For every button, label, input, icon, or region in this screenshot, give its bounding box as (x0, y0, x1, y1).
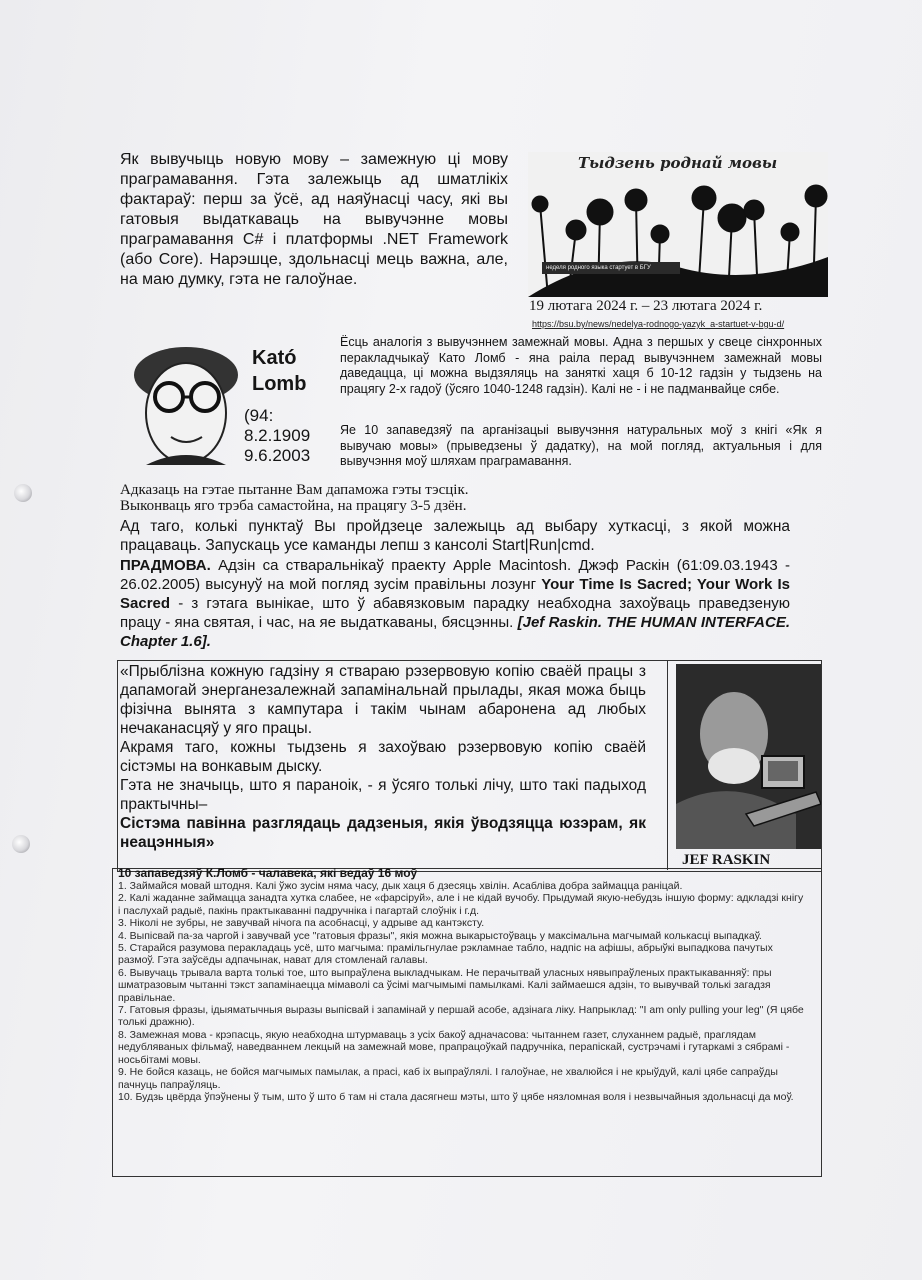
preface-motto: Your Time Is Sacred; Your Work Is Sacred (120, 576, 790, 612)
points-paragraph: Ад таго, колькі пунктаў Вы пройдзеце залежыць ад выбару хуткасці, з якой можна працаваць. Запускаць усе каманды лепш з кансолі Start|Run|cmd. (120, 518, 790, 554)
preface-after: - з гэтага вынікае, што ў абавязковым парадку неабходна захоўваць праведзеную працу - яна святая, і час, на яе выдаткаваны, бясцэнны. (120, 595, 790, 631)
preface-ref: [Jef Raskin. THE HUMAN INTERFACE. Chapter 1.6]. (120, 614, 790, 650)
rule-item: 7. Гатовыя фразы, ідыяматычныя выразы выпісвай і запамінай у першай асобе, адзінага ліку. Напрыклад: "I am only pulling your leg" (Я цябе толькі дражню). (118, 1004, 804, 1029)
rule-item: 1. Займайся мовай штодня. Калі ўжо зусім няма часу, дык хаця б дзесяць хвілін. Асабліва добра займацца раніцай. (118, 880, 683, 892)
raskin-portrait (676, 664, 821, 849)
banner-image (528, 152, 828, 297)
rules-list (118, 880, 808, 1103)
intro-paragraph: Як вывучыць новую мову – замежную ці мову праграмавання. Гэта залежыць ад шматлікіх фактараў: перш за ўсё, ад наяўнасці часу, які вы гатовыя выдаткаваць на вывучэнне мовы праграмавання C# і платформы .NET Framework (або Core). Нарэшце, здольнасці мець важна, але, на маю думку, гэта не галоўнае. (120, 151, 508, 288)
rule-item: 3. Ніколі не зубры, не завучвай нічога па асобнасці, у адрыве ад кантэксту. (118, 917, 485, 930)
rule-item: 10. Будзь цвёрда ўпэўнены ў тым, што ў што б там ні стала дасягнеш мэты, што ў цябе нязломная воля і незвычайныя здольнасці да моў. (118, 1090, 794, 1103)
preface-text: Адзін са стваральнікаў праекту Apple Macintosh. Джэф Раскін (61:09.03.1943 - 26.02.2005) высунуў на мой погляд зусім правільны лозунг (120, 557, 790, 593)
rule-item: 8. Замежная мова - крэпасць, якую неабходна штурмаваць з усіх бакоў адначасова: чытаннем газет, слуханнем радыё, праглядам недубляваных фільмаў, наведваннем лекцый на замежнай мове, прапрацоўкай падручніка, перапіскай, сустрэчамі і гутаркамі з сябрамі - носьбітамі мовы. (118, 1028, 790, 1066)
rule-item: 6. Вывучаць трывала варта толькі тое, што выпраўлена выкладчыкам. Не перачытвай уласных нявыпраўленых практыкаванняў: пры шматразовым чытанні тэкст запамінаецца мімаволі са ўсімі магчымымі памылкамі. Калі займаешся адзін, то вывучвай толькі загадзя правільнае. (118, 966, 772, 1004)
flowers-illustration (528, 152, 828, 297)
rule-item: 5. Старайся разумова перакладаць усё, што магчыма: прамільгнулае рэкламнае табло, надпіс на афішы, абрыўкі выпадкова пачутых размоў. Гэта заўсёды адпачынак, нават для стомленай галавы. (118, 942, 773, 967)
raskin-name: JEF RASKIN (682, 852, 771, 868)
rule-item: 9. Не бойся казаць, не бойся магчымых памылак, а прасі, каб іх выпраўлялі. І галоўнае, не хвалюйся і не крыўдуй, калі цябе сапраўды пачнуць папраўляць. (118, 1066, 778, 1091)
analogy-paragraph: Ёсць аналогія з вывучэннем замежнай мовы. Адна з першых у свеце сінхронных перакладчыкаў Като Ломб - яна раіла перад вывучэннем замежнай мовы даведацца, ці можна выдзяляць на заняткі хаця б 10-12 гадзін у тыдзень на працягу 2-х гадоў (ўсяго 1040-1248 гадзін). Калі не - і не падманвайце сябе. (340, 335, 822, 396)
punch-hole (14, 484, 32, 502)
rule-item: 4. Выпісвай па-за чаргой і завучвай усе "гатовыя фразы", якія можна выкарыстоўваць у максімальна магчымай колькасці выпадкаў. (118, 929, 762, 942)
quote-divider (667, 660, 668, 870)
preface-paragraph (120, 556, 790, 651)
help-line: Адказаць на гэтае пытанне Вам дапаможа гэты тэсцік. (120, 482, 469, 498)
banner-caption: неделя родного языка стартует в БГУ (542, 262, 680, 274)
source-link[interactable]: https://bsu.by/news/nedelya-rodnogo-yazyk_a-startuet-v-bgu-d/ (532, 319, 785, 329)
punch-hole (12, 835, 30, 853)
quote-p2: Акрамя таго, кожны тыдзень я захоўваю рэзервовую копію сваёй сістэмы на вонкавым дыску. (120, 739, 646, 775)
rule-item: 2. Калі жаданне займацца занадта хутка слабее, не «фарсіруй», але і не кідай вучобу. Прыдумай якую-небудзь іншую форму: адкладзі кнігу і паслухай радыё, пакінь практыкаванні падручніка і пагартай слоўнік і г.д. (118, 892, 804, 917)
rules-title: 10 запаведзяў К.Ломб - чалавека, які ведаў 16 моў (118, 866, 418, 880)
lomb-years: (94: 8.2.1909 9.6.2003 (244, 406, 311, 465)
preface-label: ПРАДМОВА. (120, 557, 211, 574)
do-line: Выконваць яго трэба самастойна, на працягу 3-5 дзён. (120, 498, 467, 514)
advice-paragraph: Яе 10 запаведзяў па арганізацыі вывучэння натуральных моў з кнігі «Як я вывучаю мовы» (прыведзены ў дадатку), на мой погляд, актуальныя і для вывучэння моў шляхам праграмавання. (340, 423, 822, 468)
quote-p4: Сістэма павінна разглядаць дадзеныя, якія ўводзяцца юзэрам, як неацэнныя» (120, 815, 646, 851)
event-dates: 19 лютага 2024 г. – 23 лютага 2024 г. (529, 298, 763, 314)
quote-p3: Гэта не значыць, што я параноік, - я ўсяго толькі лічу, што такі падыход практычны– (120, 777, 646, 813)
lomb-portrait (126, 345, 246, 470)
lomb-name: Kató Lomb (252, 347, 307, 395)
raskin-quote (120, 662, 646, 852)
banner-title: Тыдзень роднай мовы (578, 154, 778, 172)
quote-p1: «Прыблізна кожную гадзіну я ствараю рэзервовую копію сваёй працы з дапамогай энерганезалежнай запамінальнай прылады, якая можа быць фізічна вынята з кампутара і такім чынам абаронена ад любых нечаканасцяў у яго працы. (120, 663, 646, 737)
